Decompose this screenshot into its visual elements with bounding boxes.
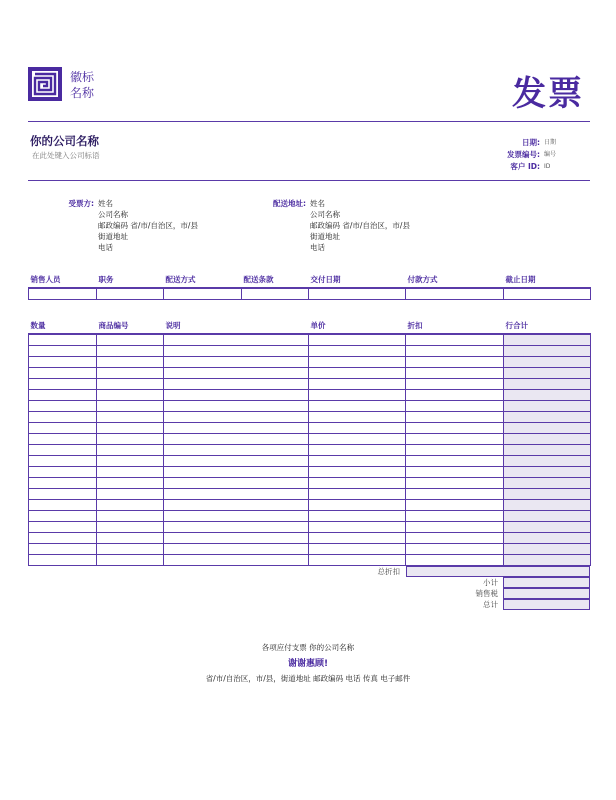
table-cell[interactable] <box>97 543 164 554</box>
sales-tax-label: 销售税 <box>475 589 498 598</box>
table-row <box>29 510 591 521</box>
col-due-date: 截止日期 <box>504 274 591 288</box>
address-line: 邮政编码 省/市/自治区，市/县 <box>310 221 410 230</box>
col-payment-terms: 付款方式 <box>406 274 504 288</box>
logo-line-1: 徽标 <box>70 70 95 84</box>
line-total-cell[interactable] <box>504 345 591 356</box>
table-cell[interactable] <box>406 400 504 411</box>
total-discount-row <box>28 566 590 577</box>
table-cell[interactable] <box>406 488 504 499</box>
table-cell[interactable] <box>309 288 406 299</box>
table-row <box>29 411 591 422</box>
table-cell[interactable] <box>309 334 406 345</box>
table-cell[interactable] <box>406 334 504 345</box>
table-cell[interactable] <box>29 488 97 499</box>
item-rows <box>29 334 591 565</box>
footer-contact: 省/市/自治区，市/县，街道地址 邮政编码 电话 传真 电子邮件 <box>205 674 411 683</box>
col-delivery-date: 交付日期 <box>309 274 406 288</box>
table-cell[interactable] <box>406 554 504 565</box>
table-cell[interactable] <box>29 554 97 565</box>
table-cell[interactable] <box>97 532 164 543</box>
table-cell[interactable] <box>242 288 309 299</box>
address-line: 公司名称 <box>310 210 340 219</box>
bill-to-label: 受票方: <box>68 199 94 208</box>
meta-label: 日期: <box>522 138 540 147</box>
meta-invoice-number <box>507 149 576 161</box>
table-cell[interactable] <box>309 477 406 488</box>
meta-date <box>507 137 576 149</box>
table-cell[interactable] <box>164 499 309 510</box>
table-row <box>29 466 591 477</box>
table-cell[interactable] <box>164 334 309 345</box>
line-total-cell[interactable] <box>504 499 591 510</box>
table-cell[interactable] <box>164 378 309 389</box>
table-cell[interactable] <box>406 510 504 521</box>
table-cell[interactable] <box>97 367 164 378</box>
address-line: 姓名 <box>310 199 325 208</box>
table-cell[interactable] <box>309 345 406 356</box>
table-cell[interactable] <box>309 532 406 543</box>
table-cell[interactable] <box>406 532 504 543</box>
line-total-cell[interactable] <box>504 367 591 378</box>
table-cell[interactable] <box>29 356 97 367</box>
line-total-cell[interactable] <box>504 466 591 477</box>
table-row <box>29 532 591 543</box>
table-row <box>29 367 591 378</box>
line-total-cell[interactable] <box>504 433 591 444</box>
table-cell[interactable] <box>97 521 164 532</box>
table-cell[interactable] <box>29 466 97 477</box>
table-cell[interactable] <box>164 422 309 433</box>
address-line: 电话 <box>310 243 325 252</box>
table-cell[interactable] <box>309 543 406 554</box>
ship-to-lines <box>310 198 410 253</box>
table-cell[interactable] <box>164 400 309 411</box>
table-cell[interactable] <box>406 345 504 356</box>
table-cell[interactable] <box>406 521 504 532</box>
table-cell[interactable] <box>309 499 406 510</box>
bill-to-lines <box>98 198 198 253</box>
table-cell[interactable] <box>29 411 97 422</box>
table-cell[interactable] <box>309 389 406 400</box>
table-cell[interactable] <box>164 488 309 499</box>
total-discount-label: 总折扣 <box>377 567 400 576</box>
table-cell[interactable] <box>97 455 164 466</box>
table-row <box>29 433 591 444</box>
table-cell[interactable] <box>29 288 97 299</box>
table-row <box>29 378 591 389</box>
line-total-cell[interactable] <box>504 389 591 400</box>
line-total-cell[interactable] <box>504 510 591 521</box>
line-total-cell[interactable] <box>504 400 591 411</box>
table-cell[interactable] <box>29 444 97 455</box>
page-title: 发票 <box>512 74 584 114</box>
table-cell[interactable] <box>164 521 309 532</box>
col-item-number: 商品编号 <box>97 320 164 334</box>
table-cell[interactable] <box>29 334 97 345</box>
table-cell[interactable] <box>164 433 309 444</box>
table-cell[interactable] <box>309 356 406 367</box>
footer-thanks: 谢谢惠顾! <box>287 659 329 669</box>
table-row <box>29 521 591 532</box>
meta-label: 发票编号: <box>507 150 540 159</box>
table-cell[interactable] <box>406 499 504 510</box>
table-cell[interactable] <box>97 378 164 389</box>
table-row <box>29 499 591 510</box>
meta-customer-id <box>507 161 576 173</box>
table-row <box>29 455 591 466</box>
table-cell[interactable] <box>406 378 504 389</box>
table-cell[interactable] <box>406 288 504 299</box>
table-cell[interactable] <box>406 411 504 422</box>
shipping-table <box>28 274 591 300</box>
table-cell[interactable] <box>97 510 164 521</box>
table-row <box>29 444 591 455</box>
col-description: 说明 <box>164 320 309 334</box>
table-cell[interactable] <box>97 400 164 411</box>
table-cell[interactable] <box>29 389 97 400</box>
table-cell[interactable] <box>97 444 164 455</box>
subtotal-field[interactable] <box>503 577 590 588</box>
table-cell[interactable] <box>309 521 406 532</box>
subtotal-row <box>28 577 590 588</box>
table-cell[interactable] <box>29 400 97 411</box>
table-cell[interactable] <box>406 477 504 488</box>
table-cell[interactable] <box>29 477 97 488</box>
table-row <box>29 345 591 356</box>
table-cell[interactable] <box>309 488 406 499</box>
address-line: 街道地址 <box>310 232 340 241</box>
table-cell[interactable] <box>29 345 97 356</box>
line-total-cell[interactable] <box>504 521 591 532</box>
table-cell[interactable] <box>29 455 97 466</box>
line-total-cell[interactable] <box>504 356 591 367</box>
table-cell[interactable] <box>309 367 406 378</box>
grand-total-row <box>28 599 590 610</box>
table-row <box>29 554 591 565</box>
company-name: 你的公司名称 <box>30 134 99 148</box>
table-cell[interactable] <box>309 444 406 455</box>
address-line: 邮政编码 省/市/自治区，市/县 <box>98 221 198 230</box>
table-cell[interactable] <box>406 444 504 455</box>
table-cell[interactable] <box>97 389 164 400</box>
table-cell[interactable] <box>406 543 504 554</box>
table-cell[interactable] <box>406 422 504 433</box>
header-divider <box>28 121 590 122</box>
table-cell[interactable] <box>164 455 309 466</box>
line-total-cell[interactable] <box>504 378 591 389</box>
table-cell[interactable] <box>164 288 242 299</box>
col-ship-method: 配送方式 <box>164 274 242 288</box>
table-cell[interactable] <box>97 356 164 367</box>
meta-value: ID <box>544 163 551 170</box>
table-cell[interactable] <box>164 477 309 488</box>
footer-payable: 各项应付支票 你的公司名称 <box>261 643 355 652</box>
table-row <box>29 543 591 554</box>
logo-line-2: 名称 <box>70 86 95 100</box>
total-discount-field[interactable] <box>406 566 590 577</box>
table-cell[interactable] <box>29 543 97 554</box>
col-unit-price: 单价 <box>309 320 406 334</box>
table-cell[interactable] <box>406 455 504 466</box>
table-cell[interactable] <box>97 422 164 433</box>
table-cell[interactable] <box>309 433 406 444</box>
table-cell[interactable] <box>309 400 406 411</box>
table-cell[interactable] <box>29 422 97 433</box>
sales-tax-row <box>28 588 590 599</box>
table-cell[interactable] <box>29 367 97 378</box>
table-cell[interactable] <box>164 543 309 554</box>
table-cell[interactable] <box>309 455 406 466</box>
line-total-cell[interactable] <box>504 543 591 554</box>
table-cell[interactable] <box>97 466 164 477</box>
meta-value: 编号 <box>544 151 557 158</box>
table-cell[interactable] <box>309 422 406 433</box>
col-quantity: 数量 <box>29 320 97 334</box>
grand-total-label: 总计 <box>483 600 498 609</box>
table-cell[interactable] <box>164 389 309 400</box>
table-cell[interactable] <box>29 499 97 510</box>
shipping-row <box>29 288 591 299</box>
table-cell[interactable] <box>504 288 591 299</box>
sales-tax-field[interactable] <box>503 588 590 599</box>
maze-logo-graphic <box>32 71 58 97</box>
table-cell[interactable] <box>97 554 164 565</box>
table-row <box>29 488 591 499</box>
table-row <box>29 334 591 345</box>
table-cell[interactable] <box>97 411 164 422</box>
meta-value: 日期 <box>544 139 557 146</box>
logo-text <box>70 69 94 101</box>
col-line-total: 行合计 <box>504 320 591 334</box>
address-line: 街道地址 <box>98 232 128 241</box>
table-cell[interactable] <box>406 466 504 477</box>
subtotal-label: 小计 <box>483 578 498 587</box>
table-cell[interactable] <box>97 433 164 444</box>
table-cell[interactable] <box>164 532 309 543</box>
col-job: 职务 <box>97 274 164 288</box>
table-cell[interactable] <box>164 554 309 565</box>
grand-total-field[interactable] <box>503 599 590 610</box>
line-total-cell[interactable] <box>504 422 591 433</box>
maze-logo-icon <box>28 67 62 101</box>
table-cell[interactable] <box>97 334 164 345</box>
table-cell[interactable] <box>309 378 406 389</box>
table-cell[interactable] <box>309 510 406 521</box>
table-cell[interactable] <box>309 466 406 477</box>
items-table <box>28 320 591 566</box>
table-cell[interactable] <box>309 554 406 565</box>
table-cell[interactable] <box>406 433 504 444</box>
table-cell[interactable] <box>164 444 309 455</box>
table-row <box>29 356 591 367</box>
table-cell[interactable] <box>164 510 309 521</box>
table-cell[interactable] <box>164 367 309 378</box>
table-cell[interactable] <box>406 367 504 378</box>
table-cell[interactable] <box>29 521 97 532</box>
table-row <box>29 422 591 433</box>
table-cell[interactable] <box>97 288 164 299</box>
address-line: 公司名称 <box>98 210 128 219</box>
address-line: 电话 <box>98 243 113 252</box>
table-cell[interactable] <box>97 499 164 510</box>
line-total-cell[interactable] <box>504 477 591 488</box>
line-total-cell[interactable] <box>504 411 591 422</box>
table-row <box>29 477 591 488</box>
ship-to-label: 配送地址: <box>273 199 306 208</box>
table-cell[interactable] <box>406 389 504 400</box>
table-cell[interactable] <box>29 510 97 521</box>
col-salesperson: 销售人员 <box>29 274 97 288</box>
line-total-cell[interactable] <box>504 488 591 499</box>
address-line: 姓名 <box>98 199 113 208</box>
table-cell[interactable] <box>97 488 164 499</box>
table-row <box>29 400 591 411</box>
table-cell[interactable] <box>97 477 164 488</box>
table-cell[interactable] <box>29 532 97 543</box>
col-discount: 折扣 <box>406 320 504 334</box>
company-slogan: 在此处键入公司标语 <box>32 151 100 160</box>
table-cell[interactable] <box>164 466 309 477</box>
table-cell[interactable] <box>406 356 504 367</box>
line-total-cell[interactable] <box>504 334 591 345</box>
invoice-meta <box>507 137 576 173</box>
table-cell[interactable] <box>29 378 97 389</box>
table-cell[interactable] <box>29 433 97 444</box>
line-total-cell[interactable] <box>504 444 591 455</box>
line-total-cell[interactable] <box>504 554 591 565</box>
table-cell[interactable] <box>164 411 309 422</box>
line-total-cell[interactable] <box>504 532 591 543</box>
table-cell[interactable] <box>97 345 164 356</box>
table-cell[interactable] <box>164 345 309 356</box>
meta-label: 客户 ID: <box>510 162 540 171</box>
meta-divider <box>28 180 590 181</box>
col-ship-terms: 配送条款 <box>242 274 309 288</box>
table-cell[interactable] <box>309 411 406 422</box>
table-row <box>29 389 591 400</box>
table-cell[interactable] <box>164 356 309 367</box>
line-total-cell[interactable] <box>504 455 591 466</box>
